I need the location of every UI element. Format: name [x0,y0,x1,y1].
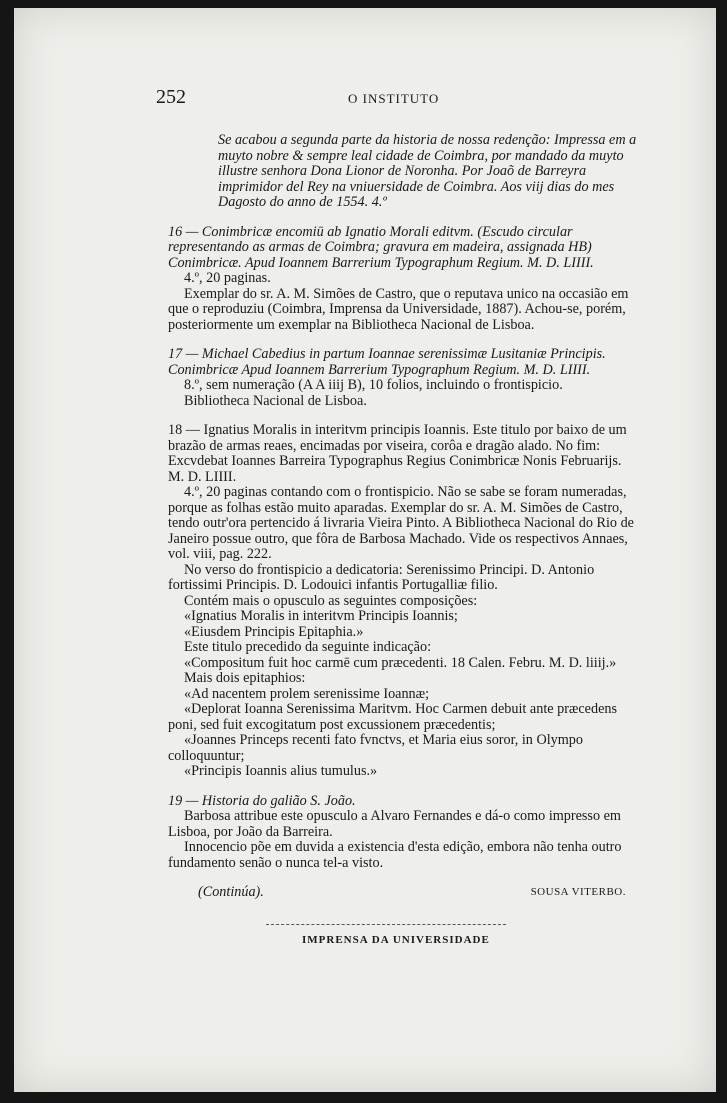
entry-paragraph: «Deplorat Ioanna Serenissima Maritvm. Hoc Carmen debuit ante præcedens poni, sed fuit excogitatum post excussionem præcedentis; [168,701,617,733]
entry-paragraph: «Compositum fuit hoc carmē cum præcedenti. 18 Calen. Febru. M. D. liiij.» [184,654,617,671]
signature-line [168,885,638,903]
entry-title: 16 — Conimbricæ encomiū ab Ignatio Morali editvm. (Escudo circular representando as armas de Coimbra; gravura em madeira, assignada HB) Conimbricæ. Apud Ioannem Barrerium Typographum Regium. M. D. LIIII. [168,223,594,271]
entry-paragraph: «Joannes Princeps recenti fato fvnctvs, et Maria eius soror, in Olympo colloquuntur; [168,732,583,764]
entry-16 [168,225,638,334]
entry-17 [168,347,638,409]
entry-paragraph: Exemplar do sr. A. M. Simões de Castro, que o reputava unico na occasião em que o reproduziu (Coimbra, Imprensa da Universidade, 1887). Achou-se, porém, posteriormente um exemplar na Bibliotheca Nacional de Lisboa. [168,285,629,333]
continua-note: (Continúa). [198,884,264,900]
entry-paragraph: 4.º, 20 paginas contando com o frontispicio. Não se sabe se foram numeradas, porque as folhas estão muito aparadas. Exemplar do sr. A. M. Simões de Castro, tendo outr'ora pertencido á livraria Vieira Pinto. A Bibliotheca Nacional do Rio de Janeiro possue outro, que fôra de Barbosa Machado. Vide os respectivos Annaes, vol. viii, pag. 222. [168,484,634,562]
entry-paragraph: «Principis Ioannis alius tumulus.» [184,763,378,779]
printer-imprint: IMPRENSA DA UNIVERSIDADE [302,934,490,946]
divider-rule [266,924,506,925]
entry-paragraph: Bibliotheca Nacional de Lisboa. [184,392,367,409]
intro-colophon: Se acabou a segunda parte da historia de nossa redenção: Impressa em a muyto nobre & sempre leal cidade de Coimbra, por mandado da muyto illustre senhora Dona Lionor de Noronha. Por Joaõ de Barreyra imprimidor del Rey na vniuersidade de Coimbra. Aos viij dias do mes Dagosto do anno de 1554. 4.º [218,132,637,210]
entry-paragraph: No verso do frontispicio a dedicatoria: Serenissimo Principi. D. Antonio fortissimi Principis. D. Lodouici infantis Portugalliæ filio. [168,561,595,593]
entry-paragraph: Este titulo precedido da seguinte indicação: [184,639,432,655]
page-number: 252 [156,86,186,108]
entry-paragraph: Mais dois epitaphios: [184,670,306,686]
entry-18 [168,423,638,780]
entry-title: 18 — Ignatius Moralis in interitvm principis Ioannis. Este titulo por baixo de um brazão de armas reaes, encimadas por viseira, corôa e dragão alado. No fim: Excvdebat Ioannes Barreira Typographus Regius Conimbricæ Nonis Februarijs. M. D. LIIII. [168,422,627,485]
entry-title: 17 — Michael Cabedius in partum Ioannae serenissimæ Lusitaniæ Principis. Conimbricæ Apud Ioannem Barrerium Typographum Regium. M. D. LIIII. [168,346,606,378]
running-title: O INSTITUTO [348,91,440,106]
entry-paragraph: 4.º, 20 paginas. [184,270,271,286]
entry-paragraph: «Ad nacentem prolem serenissime Ioannæ; [184,685,430,702]
entry-paragraph: Contém mais o opusculo as seguintes composições: [184,592,478,609]
entry-paragraph: «Ignatius Moralis in interitvm Principis Ioannis; [184,608,458,624]
entry-paragraph: «Eiusdem Principis Epitaphia.» [184,623,364,640]
author-signature: SOUSA VITERBO. [530,886,626,898]
entry-paragraph: 8.º, sem numeração (A A iiij B), 10 folios, incluindo o frontispicio. [184,377,563,393]
entry-19 [168,794,638,872]
page-header [14,86,716,110]
entry-title: 19 — Historia do galião S. João. [168,792,356,809]
page [14,8,716,1092]
entry-paragraph: Innocencio põe em duvida a existencia d'esta edição, embora não tenha outro fundamento senão o nunca tel-a visto. [168,839,622,871]
page-body [168,133,638,903]
entry-paragraph: Barbosa attribue este opusculo a Alvaro Fernandes e dá-o como impresso em Lisboa, por João da Barreira. [168,808,621,840]
